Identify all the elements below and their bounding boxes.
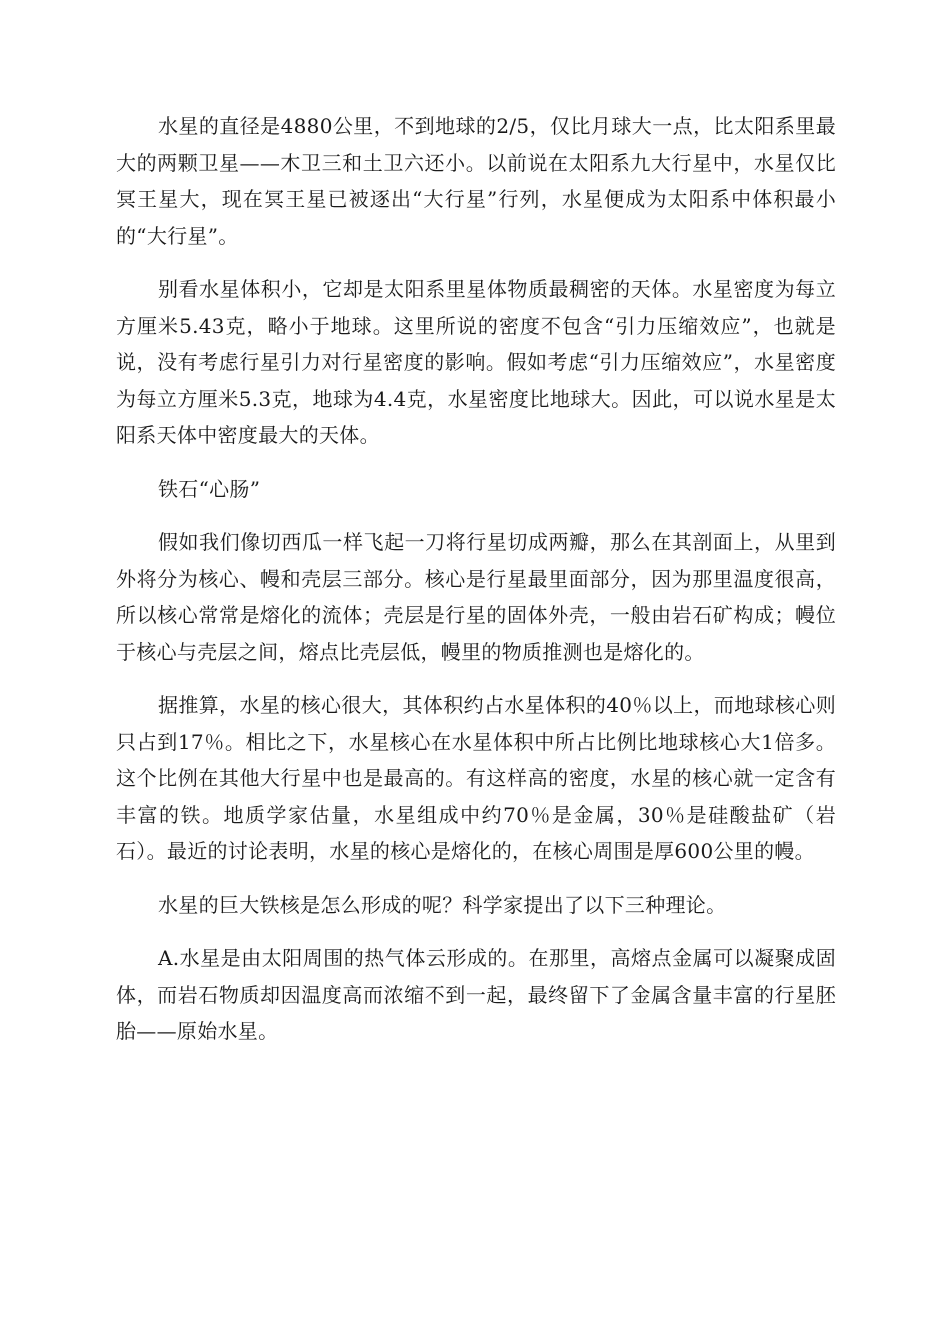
document-body <box>116 108 836 1067</box>
paragraph-mercury-diameter: 水星的直径是4880公里，不到地球的2/5，仅比月球大一点，比太阳系里最大的两颗卫星——木卫三和土卫六还小。以前说在太阳系九大行星中，水星仅比冥王星大，现在冥王星已被逐出“大行星”行列，水星便成为太阳系中体积最小的“大行星”。 <box>116 114 836 248</box>
section-heading-iron-heart: 铁石“心肠” <box>158 476 261 501</box>
paragraph-planet-structure: 假如我们像切西瓜一样飞起一刀将行星切成两瓣，那么在其剖面上，从里到外将分为核心、幔和壳层三部分。核心是行星最里面部分，因为那里温度很高，所以核心常常是熔化的流体；壳层是行星的固体外壳，一般由岩石矿构成；幔位于核心与壳层之间，熔点比壳层低，幔里的物质推测也是熔化的。 <box>116 530 836 664</box>
paragraph-mercury-core: 据推算，水星的核心很大，其体积约占水星体积的40％以上，而地球核心则只占到17％。相比之下，水星核心在水星体积中所占比例比地球核心大1倍多。这个比例在其他大行星中也是最高的。有这样高的密度，水星的核心就一定含有丰富的铁。地质学家估量，水星组成中约70％是金属，30％是硅酸盐矿（岩石）。最近的讨论表明，水星的核心是熔化的，在核心周围是厚600公里的幔。 <box>116 693 836 863</box>
paragraph-theory-a: A.水星是由太阳周围的热气体云形成的。在那里，高熔点金属可以凝聚成固体，而岩石物质却因温度高而浓缩不到一起，最终留下了金属含量丰富的行星胚胎——原始水星。 <box>116 946 836 1043</box>
paragraph-core-formation-question: 水星的巨大铁核是怎么形成的呢？科学家提出了以下三种理论。 <box>158 892 727 917</box>
paragraph-mercury-density: 别看水星体积小，它却是太阳系里星体物质最稠密的天体。水星密度为每立方厘米5.43克，略小于地球。这里所说的密度不包含“引力压缩效应”，也就是说，没有考虑行星引力对行星密度的影响。假如考虑“引力压缩效应”，水星密度为每立方厘米5.3克，地球为4.4克，水星密度比地球大。因此，可以说水星是太阳系天体中密度最大的天体。 <box>116 277 836 447</box>
